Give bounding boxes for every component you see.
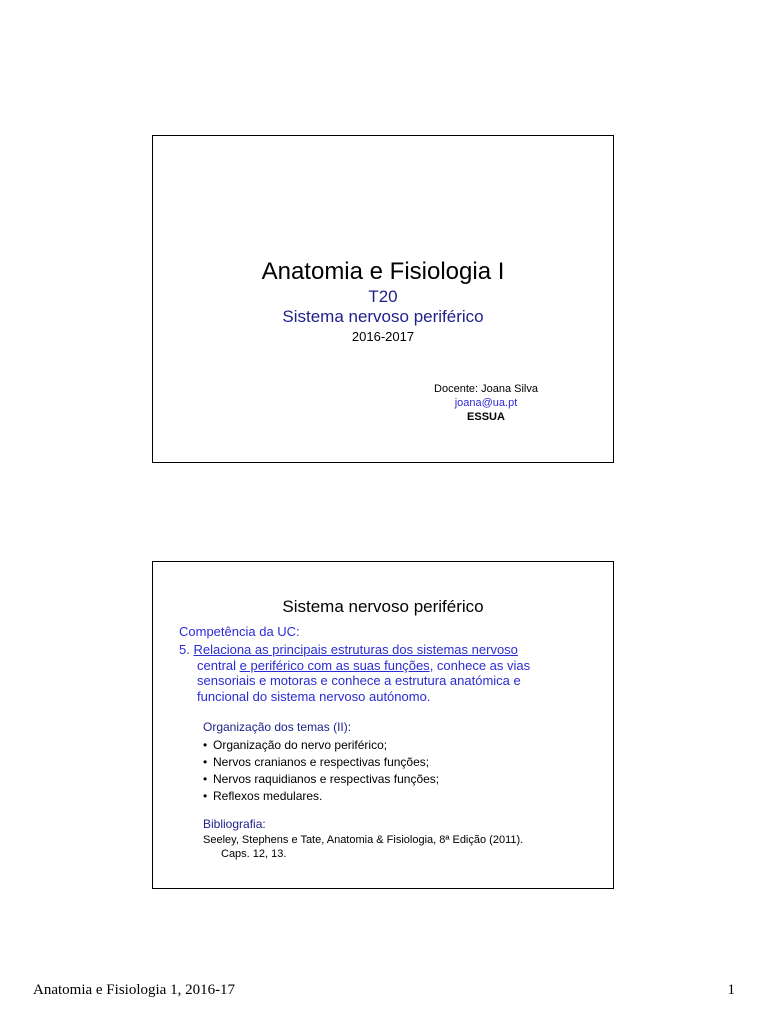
organizacao-label: Organização dos temas (II):: [203, 720, 352, 734]
bibliografia-label: Bibliografia:: [203, 817, 266, 831]
competencia-underlined-2: e periférico com as suas funções: [239, 657, 430, 673]
content-slide: [152, 561, 614, 889]
competencia-underlined-1: Relaciona as principais estruturas dos sistemas nervoso: [193, 642, 518, 657]
competencia-line2-post: , conhece as vias: [429, 657, 531, 673]
bibliografia-line-2: Caps. 12, 13.: [221, 848, 287, 860]
footer-text: Anatomia e Fisiologia 1, 2016-17: [33, 982, 236, 998]
bibliografia-text: [203, 833, 523, 861]
slide-title: Sistema nervoso periférico: [282, 597, 484, 616]
list-item: • Nervos cranianos e respectivas funções;: [203, 755, 430, 769]
list-item: • Nervos raquidianos e respectivas funções;: [203, 772, 440, 786]
list-item: • Reflexos medulares.: [203, 789, 323, 803]
competencia-line-3: sensoriais e motoras e conhece a estrutura anatómica e: [197, 673, 521, 688]
competencia-line-1: [179, 642, 599, 658]
competencia-line2-pre: central: [197, 657, 240, 673]
competencia-line-2: [179, 658, 599, 674]
page-number: 1: [727, 982, 735, 998]
instructor-name: Docente: Joana Silva: [434, 383, 538, 395]
bibliografia-line-1: Seeley, Stephens e Tate, Anatomia & Fisiologia, 8ª Edição (2011).: [203, 834, 524, 846]
course-title: Anatomia e Fisiologia I: [261, 258, 505, 285]
competencia-number: 5.: [179, 642, 194, 657]
competencia-text: [179, 642, 599, 704]
competencia-label: Competência da UC:: [179, 624, 300, 639]
instructor-email[interactable]: joana@ua.pt: [454, 397, 518, 409]
lecture-subtitle: Sistema nervoso periférico: [282, 307, 484, 326]
instructor-info: [411, 382, 561, 424]
title-slide: [152, 135, 614, 463]
lecture-code: T20: [368, 287, 398, 306]
list-item: • Organização do nervo periférico;: [203, 738, 388, 752]
academic-year: 2016-2017: [351, 329, 415, 344]
competencia-line-4: funcional do sistema nervoso autónomo.: [197, 688, 431, 704]
institution-name: ESSUA: [467, 411, 505, 423]
topics-list: [203, 737, 439, 805]
